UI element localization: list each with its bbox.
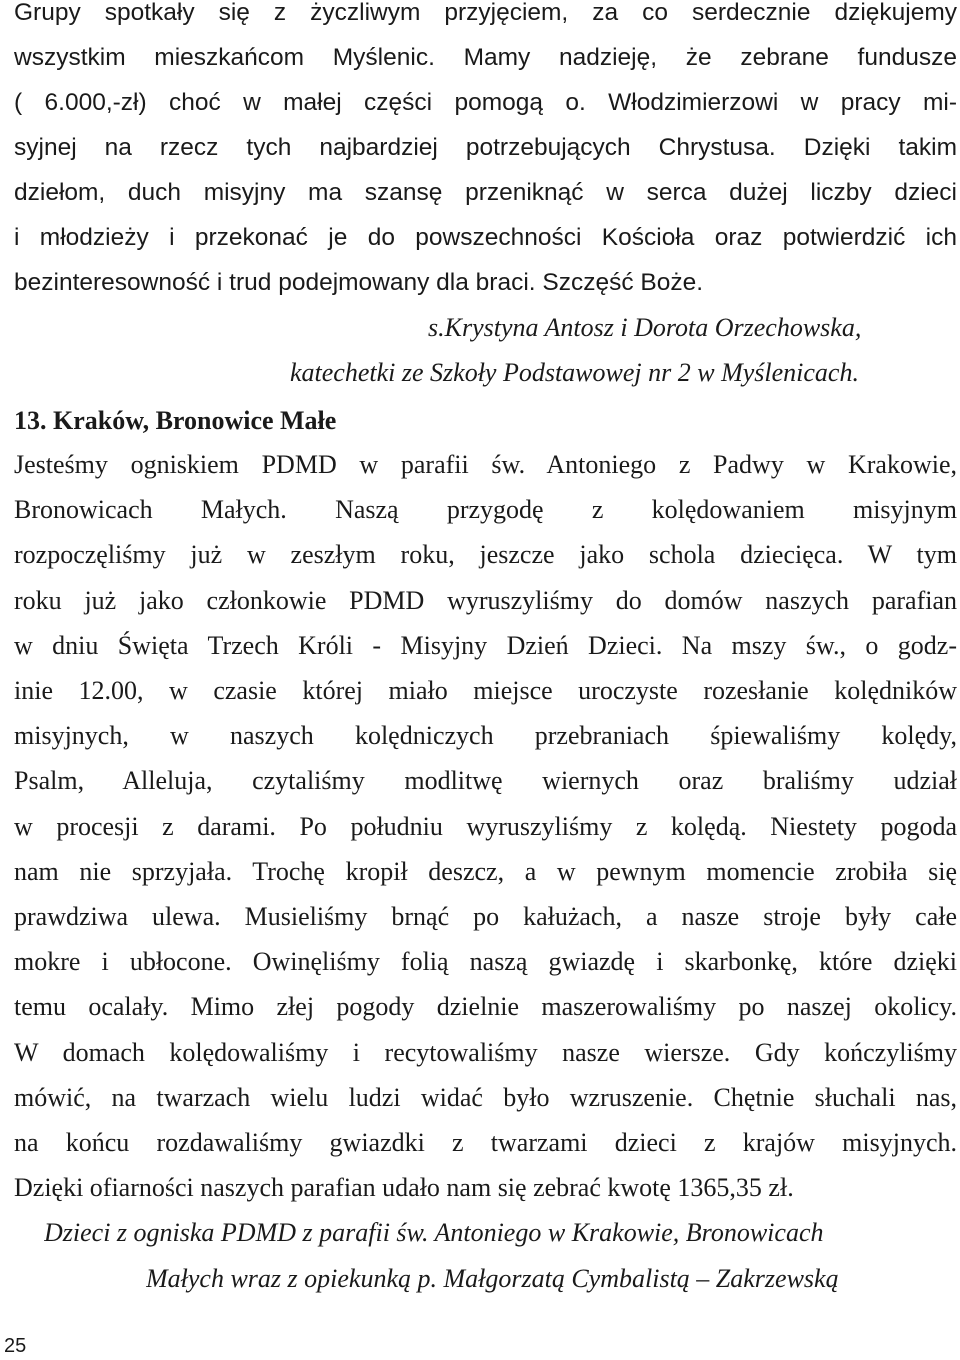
signature-1-line: katechetki ze Szkoły Podstawowej nr 2 w Myślenicach. [290,358,859,387]
paragraph-1-line: Grupy spotkały się z życzliwym przyjęciem, za co serdecznie dziękujemy [14,0,957,26]
paragraph-1-line: wszystkim mieszkańcom Myślenic. Mamy nadzieję, że zebrane fundusze [14,44,957,71]
paragraph-2-line: temu ocalały. Mimo złej pogody dzielnie maszerowaliśmy po naszej okolicy. [14,992,957,1021]
paragraph-2-line: roku już jako członkowie PDMD wyruszyliśmy do domów naszych parafian [14,586,957,615]
paragraph-2-line: mokre i ubłocone. Owinęliśmy folią naszą gwiazdę i skarbonkę, które dzięki [14,947,957,976]
signature-2-line: Małych wraz z opiekunką p. Małgorzatą Cymbalistą – Zakrzewską [146,1264,839,1293]
paragraph-2-line: rozpoczęliśmy już w zeszłym roku, jeszcze jako schola dziecięca. W tym [14,540,957,569]
paragraph-2-line: mówić, na twarzach wielu ludzi widać było wzruszenie. Chętnie słuchali nas, [14,1083,957,1112]
paragraph-1-line: dziełom, duch misyjny ma szansę przeniknąć w serca dużej liczby dzieci [14,179,957,206]
paragraph-2-line: Jesteśmy ogniskiem PDMD w parafii św. Antoniego z Padwy w Krakowie, [14,450,957,479]
paragraph-2-line: Bronowicach Małych. Naszą przygodę z kolędowaniem misyjnym [14,495,957,524]
paragraph-2-line: prawdziwa ulewa. Musieliśmy brnąć po kałużach, a nasze stroje były całe [14,902,957,931]
paragraph-2-line: Dzięki ofiarności naszych parafian udało nam się zebrać kwotę 1365,35 zł. [14,1173,794,1202]
signature-1-line: s.Krystyna Antosz i Dorota Orzechowska, [428,313,862,342]
paragraph-2-line: Psalm, Alleluja, czytaliśmy modlitwę wiernych oraz braliśmy udział [14,766,957,795]
paragraph-2-line: w dniu Święta Trzech Króli - Misyjny Dzień Dzieci. Na mszy św., o godz- [14,631,957,660]
paragraph-2-line: nam nie sprzyjała. Trochę kropił deszcz, a w pewnym momencie zrobiła się [14,857,957,886]
page-number: 25 [4,1335,27,1357]
paragraph-2-line: na końcu rozdawaliśmy gwiazdki z twarzami dzieci z krajów misyjnych. [14,1128,957,1157]
paragraph-2-line: inie 12.00, w czasie której miało miejsce uroczyste rozesłanie kolędników [14,676,957,705]
section-heading: 13. Kraków, Bronowice Małe [14,406,337,435]
paragraph-1-line: ( 6.000,-zł) choć w małej części pomogą o. Włodzimierzowi w pracy mi- [14,89,957,116]
paragraph-1-line: i młodzieży i przekonać je do powszechności Kościoła oraz potwierdzić ich [14,224,957,251]
paragraph-1-line: bezinteresowność i trud podejmowany dla braci. Szczęść Boże. [14,269,704,296]
paragraph-2-line: W domach kolędowaliśmy i recytowaliśmy nasze wiersze. Gdy kończyliśmy [14,1038,957,1067]
paragraph-1-line: syjnej na rzecz tych najbardziej potrzebujących Chrystusa. Dzięki takim [14,134,957,161]
paragraph-2-line: misyjnych, w naszych kolędniczych przebraniach śpiewaliśmy kolędy, [14,721,957,750]
signature-2-line: Dzieci z ogniska PDMD z parafii św. Antoniego w Krakowie, Bronowicach [44,1218,824,1247]
paragraph-2-line: w procesji z darami. Po południu wyruszyliśmy z kolędą. Niestety pogoda [14,812,957,841]
